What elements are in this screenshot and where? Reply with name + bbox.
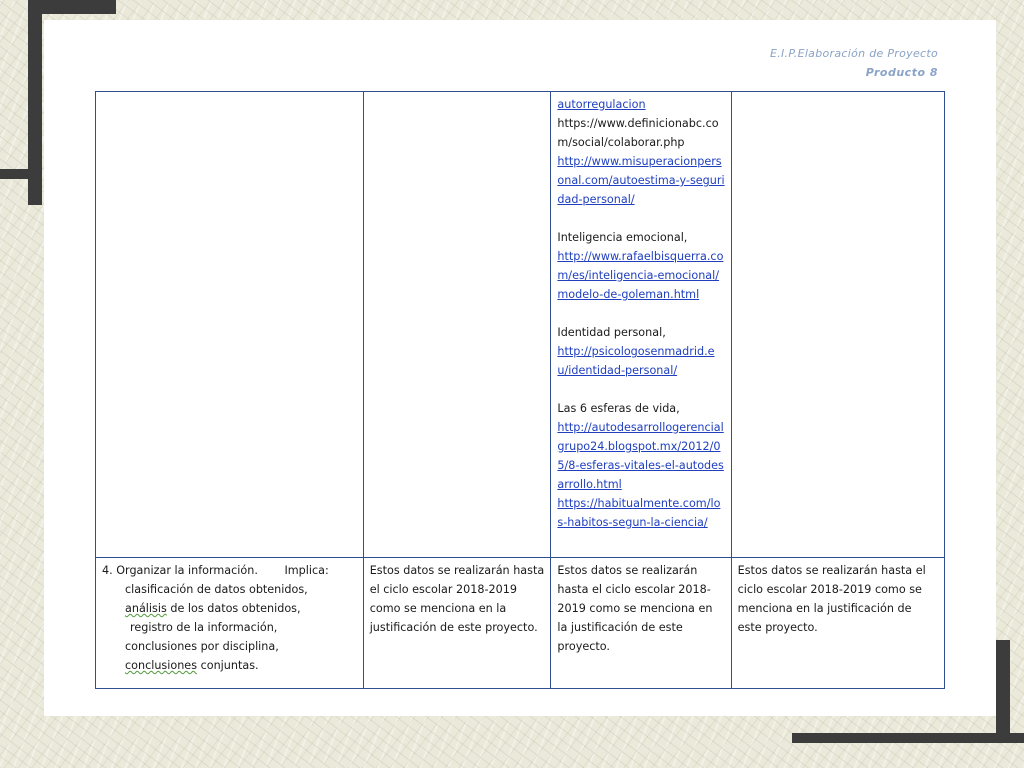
spacer	[557, 209, 724, 228]
resource-label: Inteligencia emocional,	[557, 231, 688, 244]
project-table	[95, 91, 945, 689]
list-item: registro de la información,	[130, 621, 278, 634]
frame-bar-top	[28, 0, 116, 14]
resource-link[interactable]: http://www.rafaelbisquerra.com/es/inteligencia-emocional/modelo-de-goleman.html	[557, 250, 724, 301]
timeline-cell: Estos datos se realizarán hasta el ciclo escolar 2018-2019 como se menciona en la justificación de este proyecto.	[731, 558, 944, 689]
resources-cell	[551, 92, 731, 558]
resource-link[interactable]: https://habitualmente.com/los-habitos-segun-la-ciencia/	[557, 497, 721, 529]
list-item: clasificación de datos obtenidos,	[125, 583, 308, 596]
list-item	[102, 602, 301, 615]
table-row	[96, 92, 945, 558]
resource-link[interactable]: http://autodesarrollogerencialgrupo24.blogspot.mx/2012/05/8-esferas-vitales-el-autodesarrollo.html	[557, 421, 724, 491]
timeline-cell: Estos datos se realizarán hasta el ciclo escolar 2018-2019 como se menciona en la justificación de este proyecto.	[363, 558, 551, 689]
frame-bar-bottom	[792, 733, 1024, 743]
resource-link[interactable]: autorregulacion	[557, 98, 646, 111]
spellcheck-word: análisis	[125, 602, 167, 615]
table-cell-empty	[731, 92, 944, 558]
resource-link[interactable]: http://psicologosenmadrid.eu/identidad-personal/	[557, 345, 715, 377]
section-title: 4. Organizar la información.	[102, 564, 258, 577]
spellcheck-word: conclusiones	[125, 659, 198, 672]
timeline-cell: Estos datos se realizarán hasta el ciclo escolar 2018-2019 como se menciona en la justificación de este proyecto.	[551, 558, 731, 689]
header-product: Producto 8	[865, 66, 938, 79]
list-item: conclusiones por disciplina,	[125, 640, 279, 653]
list-item-text: de los datos obtenidos,	[166, 602, 301, 615]
resource-label: https://www.definicionabc.com/social/colaborar.php	[557, 117, 719, 149]
resource-label: Las 6 esferas de vida,	[557, 402, 680, 415]
table-cell-empty	[96, 92, 364, 558]
list-item	[102, 659, 259, 672]
table-row	[96, 558, 945, 689]
resource-link[interactable]: http://www.misuperacionpersonal.com/autoestima-y-seguridad-personal/	[557, 155, 725, 206]
frame-bar-right-vertical	[996, 640, 1010, 740]
spacer	[557, 304, 724, 323]
implica-label: Implica:	[284, 564, 329, 577]
list-item-text: conjuntas.	[197, 659, 259, 672]
spacer	[557, 380, 724, 399]
frame-bar-left-horizontal	[0, 169, 42, 179]
header-title: E.I.P.Elaboración de Proyecto	[769, 47, 938, 60]
slide-page	[44, 20, 996, 716]
table-cell-empty	[363, 92, 551, 558]
resource-label: Identidad personal,	[557, 326, 666, 339]
organize-info-cell	[96, 558, 364, 689]
